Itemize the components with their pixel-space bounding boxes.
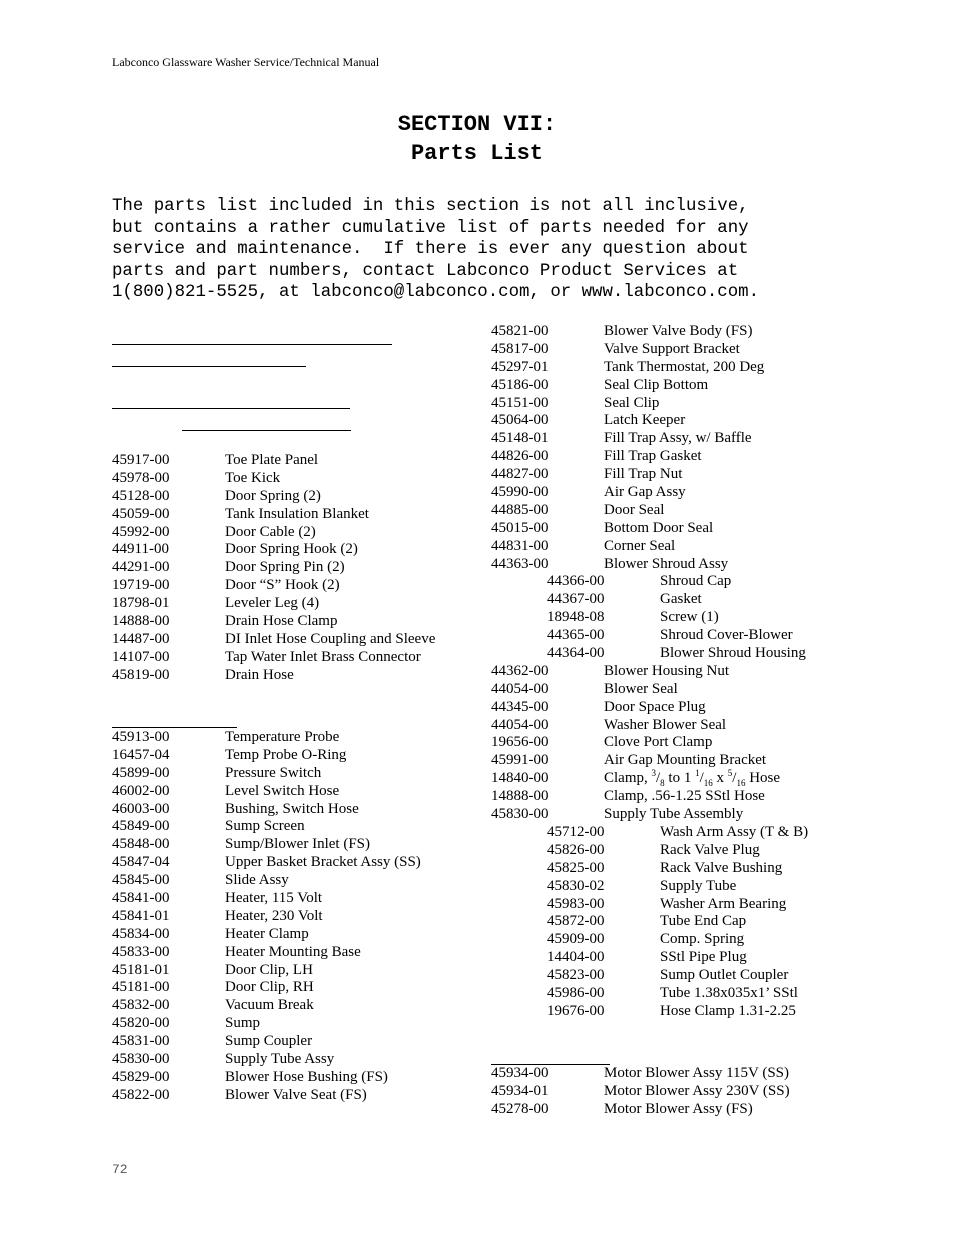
intro-paragraph — [112, 196, 832, 304]
part-number: 45151-00 — [491, 394, 549, 411]
part-description: Blower Hose Bushing (FS) — [225, 1068, 388, 1085]
part-description: Washer Arm Bearing — [660, 895, 787, 912]
part-description: Motor Blower Assy (FS) — [604, 1100, 753, 1117]
fraction-n1: 3 — [651, 768, 656, 779]
fraction-n3: 5 — [727, 768, 733, 779]
part-number: 45829-00 — [112, 1068, 170, 1085]
part-description: Gasket — [660, 591, 702, 608]
part-number: 45821-00 — [491, 323, 549, 339]
part-description: Temp Probe O-Ring — [225, 746, 347, 763]
part-number: 45934-01 — [491, 1082, 549, 1099]
part-number: 44366-00 — [547, 573, 605, 590]
part-number: 45992-00 — [112, 523, 170, 540]
intro-line: but contains a rather cumulative list of parts needed for any — [112, 218, 749, 238]
part-description: DI Inlet Hose Coupling and Sleeve — [225, 630, 436, 647]
part-description: Door “S” Hook (2) — [225, 577, 340, 594]
part-number: 45297-01 — [491, 358, 549, 375]
part-description: Heater Mounting Base — [225, 943, 361, 960]
part-description: Door Clip, LH — [225, 961, 313, 978]
part-number: 45832-00 — [112, 997, 170, 1014]
part-description: Fill Trap Gasket — [604, 448, 702, 465]
fraction-slash: / — [699, 770, 704, 787]
running-header: Labconco Glassware Washer Service/Technical Manual — [112, 55, 380, 69]
section-title-line2: Parts List — [410, 141, 544, 166]
part-number: 44365-00 — [547, 627, 605, 644]
part-description: Leveler Leg (4) — [225, 595, 320, 612]
part-description: Door Spring Hook (2) — [225, 541, 358, 558]
part-description: Bottom Door Seal — [604, 519, 714, 536]
part-description: SStl Pipe Plug — [660, 949, 747, 966]
part-number: 44345-00 — [491, 698, 549, 715]
part-number: 14888-00 — [112, 613, 170, 630]
part-number: 18798-01 — [112, 595, 170, 612]
part-number: 19676-00 — [547, 1002, 605, 1019]
part-description: Clove Port Clamp — [604, 734, 713, 751]
part-number: 45833-00 — [112, 943, 170, 960]
fraction-mid2: x — [712, 770, 728, 787]
part-number: 45128-00 — [112, 487, 170, 504]
part-number: 46003-00 — [112, 800, 170, 817]
part-description: Shroud Cover-Blower — [660, 627, 793, 644]
part-description: Tube 1.38x035x1’ SStl — [660, 984, 798, 1001]
part-number: 45186-00 — [491, 376, 549, 393]
part-description: Air Gap Assy — [604, 484, 686, 501]
part-description: Heater Clamp — [225, 925, 309, 942]
part-description: Clamp, .56-1.25 SStl Hose — [604, 788, 765, 805]
heading-rule — [182, 430, 351, 431]
part-description: Tube End Cap — [660, 913, 747, 930]
part-description: Rack Valve Bushing — [660, 859, 783, 876]
part-number: 44911-00 — [112, 541, 169, 558]
part-number: 45913-00 — [112, 729, 170, 745]
part-number: 46002-00 — [112, 782, 170, 799]
part-description: Vacuum Break — [225, 997, 314, 1014]
part-number: 45830-00 — [112, 1051, 170, 1068]
part-number: 45823-00 — [547, 967, 605, 984]
part-description: Sump Coupler — [225, 1033, 313, 1050]
part-description: Valve Support Bracket — [604, 340, 740, 357]
part-number: 44827-00 — [491, 466, 549, 483]
part-number: 45983-00 — [547, 895, 605, 912]
fraction-suffix: Hose — [745, 770, 781, 787]
heading-rule — [112, 408, 350, 409]
part-number: 45991-00 — [491, 752, 549, 769]
part-description-fraction — [604, 770, 780, 788]
part-number: 45909-00 — [547, 931, 605, 948]
part-number: 45831-00 — [112, 1033, 170, 1050]
part-description: Sump Outlet Coupler — [660, 967, 789, 984]
part-number: 45181-00 — [112, 979, 170, 996]
part-number: 44831-00 — [491, 537, 549, 554]
part-number: 14487-00 — [112, 630, 170, 647]
part-description: Tank Thermostat, 200 Deg — [604, 358, 765, 375]
part-number: 14888-00 — [491, 788, 549, 805]
part-description: Slide Assy — [225, 872, 289, 889]
fraction-prefix: Clamp, — [604, 770, 652, 787]
heading-rule — [112, 344, 392, 345]
part-number: 45820-00 — [112, 1015, 170, 1032]
part-description: Fill Trap Assy, w/ Baffle — [604, 430, 752, 447]
part-description: Shroud Cap — [660, 573, 732, 590]
part-number: 44885-00 — [491, 501, 549, 518]
part-number: 19656-00 — [491, 734, 549, 751]
heading-rule — [112, 366, 306, 367]
intro-line: The parts list included in this section is not all inclusive, — [112, 197, 749, 216]
part-description: Door Spring Pin (2) — [225, 559, 345, 576]
part-description: Screw (1) — [660, 609, 719, 626]
part-number: 45847-04 — [112, 854, 170, 871]
part-description: Air Gap Mounting Bracket — [604, 752, 767, 769]
part-number: 45830-02 — [547, 877, 605, 894]
part-description: Washer Blower Seal — [604, 716, 727, 733]
fraction-slash: / — [656, 770, 661, 787]
intro-line: service and maintenance. If there is ever any question about — [112, 240, 749, 259]
part-number: 19719-00 — [112, 577, 170, 594]
part-number: 44054-00 — [491, 680, 549, 697]
part-description: Supply Tube Assy — [225, 1051, 335, 1068]
part-description: Door Space Plug — [604, 698, 706, 715]
part-description: Level Switch Hose — [225, 782, 340, 799]
fraction-d2: 16 — [703, 778, 713, 789]
part-description: Rack Valve Plug — [660, 841, 760, 858]
part-description: Door Clip, RH — [225, 979, 314, 996]
part-description: Door Cable (2) — [225, 523, 316, 540]
page-number: 72 — [112, 1162, 128, 1177]
part-number: 14404-00 — [547, 949, 605, 966]
fraction-slash: / — [732, 770, 737, 787]
part-number: 45148-01 — [491, 430, 549, 447]
part-description: Tank Insulation Blanket — [225, 505, 369, 522]
part-description: Motor Blower Assy 115V (SS) — [604, 1065, 790, 1081]
intro-line: parts and part numbers, contact Labconco Product Services at — [112, 261, 739, 281]
part-description: Bushing, Switch Hose — [225, 800, 359, 817]
part-number: 14107-00 — [112, 648, 170, 665]
part-number: 44054-00 — [491, 716, 549, 733]
section-title-line1: SECTION VII: — [397, 112, 557, 137]
part-description: Sump/Blower Inlet (FS) — [225, 836, 370, 853]
part-description: Drain Hose — [225, 666, 294, 683]
part-number: 45986-00 — [547, 984, 605, 1001]
part-description: Supply Tube Assembly — [604, 806, 744, 823]
part-number: 45712-00 — [547, 823, 605, 840]
part-description: Blower Housing Nut — [604, 662, 729, 679]
part-number: 45015-00 — [491, 519, 549, 536]
fraction-n2: 1 — [695, 768, 700, 779]
part-description: Pressure Switch — [225, 764, 322, 781]
part-number: 45834-00 — [112, 925, 170, 942]
part-number: 45181-01 — [112, 961, 170, 978]
part-number: 44367-00 — [547, 591, 605, 608]
part-description: Upper Basket Bracket Assy (SS) — [225, 854, 421, 871]
part-number: 44364-00 — [547, 645, 605, 662]
part-number: 18948-08 — [547, 609, 605, 626]
part-description: Sump Screen — [225, 818, 305, 835]
part-number: 45825-00 — [547, 859, 605, 876]
part-number: 16457-04 — [112, 746, 170, 763]
part-description: Sump — [225, 1015, 261, 1032]
fraction-d1: 8 — [660, 778, 665, 789]
part-number: 45817-00 — [491, 340, 549, 357]
part-number: 45822-00 — [112, 1086, 170, 1103]
part-description: Door Spring (2) — [225, 487, 321, 504]
part-description: Hose Clamp 1.31-2.25 — [660, 1002, 796, 1019]
section-title — [0, 110, 954, 168]
part-description: Drain Hose Clamp — [225, 613, 338, 630]
heading-rule — [112, 727, 237, 728]
intro-line: 1(800)821-5525, at labconco@labconco.com, or www.labconco.com. — [112, 283, 760, 302]
part-description: Door Seal — [604, 501, 665, 518]
part-number: 45841-00 — [112, 890, 170, 907]
part-number: 45849-00 — [112, 818, 170, 835]
fraction-d3: 16 — [736, 778, 746, 789]
part-description: Blower Seal — [604, 680, 678, 697]
part-number: 45841-01 — [112, 907, 170, 924]
part-number: 45819-00 — [112, 666, 170, 683]
part-number: 45830-00 — [491, 806, 549, 823]
part-number: 44826-00 — [491, 448, 549, 465]
part-description: Fill Trap Nut — [604, 466, 683, 483]
part-number: 44291-00 — [112, 559, 170, 576]
part-number: 45872-00 — [547, 913, 605, 930]
part-number: 14840-00 — [491, 770, 549, 787]
part-description: Latch Keeper — [604, 412, 686, 429]
part-number: 45917-00 — [112, 452, 170, 468]
fraction-mid1: to 1 — [664, 770, 696, 787]
part-description: Blower Shroud Housing — [660, 645, 806, 662]
part-number: 45978-00 — [112, 469, 170, 486]
part-description: Blower Shroud Assy — [604, 555, 729, 572]
part-number: 45934-00 — [491, 1065, 549, 1081]
part-number: 45899-00 — [112, 764, 170, 781]
part-description: Blower Valve Seat (FS) — [225, 1086, 367, 1103]
part-number: 45064-00 — [491, 412, 549, 429]
part-description: Seal Clip Bottom — [604, 376, 709, 393]
part-number: 45990-00 — [491, 484, 549, 501]
part-number: 44362-00 — [491, 662, 549, 679]
part-number: 45848-00 — [112, 836, 170, 853]
part-description: Comp. Spring — [660, 931, 745, 948]
part-description: Toe Kick — [225, 469, 281, 486]
part-number: 45826-00 — [547, 841, 605, 858]
part-number: 44363-00 — [491, 555, 549, 572]
part-description: Supply Tube — [660, 877, 737, 894]
part-description: Tap Water Inlet Brass Connector — [225, 648, 421, 665]
part-description: Heater, 230 Volt — [225, 907, 323, 924]
part-description: Heater, 115 Volt — [225, 890, 323, 907]
part-description: Toe Plate Panel — [225, 452, 319, 468]
part-number: 45059-00 — [112, 505, 170, 522]
part-description: Corner Seal — [604, 537, 676, 554]
part-number: 45845-00 — [112, 872, 170, 889]
part-description: Seal Clip — [604, 394, 660, 411]
part-description: Temperature Probe — [225, 729, 340, 745]
part-description: Wash Arm Assy (T & B) — [660, 823, 809, 840]
part-description: Blower Valve Body (FS) — [604, 323, 753, 339]
part-description: Motor Blower Assy 230V (SS) — [604, 1082, 790, 1099]
part-number: 45278-00 — [491, 1100, 549, 1117]
